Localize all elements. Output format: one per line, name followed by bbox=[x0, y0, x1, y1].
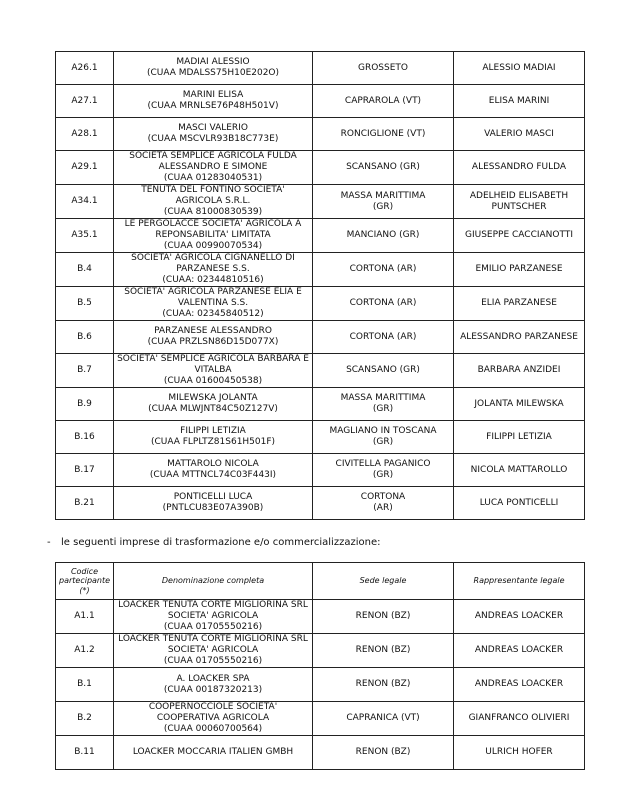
participant-code: B.21 bbox=[74, 497, 95, 508]
legal-representative-cell bbox=[454, 421, 585, 454]
table-row bbox=[56, 354, 585, 388]
company-name: FILIPPI LETIZIA bbox=[180, 426, 246, 436]
participant-code: A1.1 bbox=[74, 611, 95, 621]
company-name: SOCIETA' SEMPLICE AGRICOLA BARBARA E VITALBA bbox=[117, 354, 309, 375]
legal-seat: RENON (BZ) bbox=[355, 645, 411, 655]
participant-code: A35.1 bbox=[71, 230, 98, 240]
legal-seat-province: (GR) bbox=[372, 470, 394, 480]
participant-code: B.16 bbox=[74, 431, 95, 442]
table-row bbox=[56, 421, 585, 454]
company-name: PONTICELLI LUCA bbox=[173, 492, 253, 502]
participant-code-cell bbox=[56, 600, 114, 634]
section-intro-text: le seguenti imprese di trasformazione e/o commercializzazione: bbox=[61, 537, 381, 548]
participant-code: B.17 bbox=[74, 464, 95, 475]
legal-seat-province: (GR) bbox=[372, 201, 394, 212]
legal-representative-cell bbox=[454, 736, 585, 770]
participant-code: B.4 bbox=[77, 264, 92, 274]
legal-seat-province: (GR) bbox=[372, 404, 394, 414]
participants-table-body bbox=[56, 52, 585, 520]
legal-seat-province: (AR) bbox=[373, 503, 393, 513]
legal-seat-cell bbox=[313, 151, 454, 185]
company-name-cell bbox=[114, 185, 313, 219]
table-row bbox=[56, 321, 585, 354]
company-name-cell bbox=[114, 634, 313, 668]
participant-code: A28.1 bbox=[71, 128, 98, 139]
participant-code-cell bbox=[56, 85, 114, 118]
company-cuaa: (CUAA MDALSS75H10E202O) bbox=[146, 68, 280, 78]
company-name: SOCIETA SEMPLICE AGRICOLA FULDA ALESSANDRO E SIMONE bbox=[129, 151, 297, 172]
legal-representative-cell bbox=[454, 454, 585, 487]
participant-code-cell bbox=[56, 52, 114, 85]
participant-code-cell bbox=[56, 287, 114, 321]
company-name: SOCIETA' AGRICOLA CIGNANELLO DI PARZANESE S.S. bbox=[131, 253, 295, 274]
company-name: LOACKER TENUTA CORTE MIGLIORINA SRL SOCIETA' AGRICOLA bbox=[118, 634, 308, 655]
table-row bbox=[56, 118, 585, 151]
legal-representative: FILIPPI LETIZIA bbox=[486, 431, 552, 442]
participant-code-cell bbox=[56, 668, 114, 702]
legal-representative: ELISA MARINI bbox=[488, 95, 550, 106]
table-row bbox=[56, 85, 585, 118]
company-name-cell bbox=[114, 487, 313, 520]
section-intro bbox=[47, 537, 380, 548]
legal-representative: ALESSANDRO PARZANESE bbox=[460, 331, 578, 342]
company-name-cell bbox=[114, 118, 313, 151]
legal-seat: SCANSANO (GR) bbox=[346, 365, 420, 375]
company-cuaa: (CUAA 00187320213) bbox=[163, 684, 263, 695]
legal-representative-cell bbox=[454, 151, 585, 185]
participant-code: B.5 bbox=[77, 298, 92, 308]
legal-representative: GIANFRANCO OLIVIERI bbox=[468, 713, 570, 723]
company-name: A. LOACKER SPA bbox=[176, 673, 250, 684]
company-name: COOPERNOCCIOLE SOCIETA' COOPERATIVA AGRICOLA bbox=[148, 702, 278, 723]
table-row bbox=[56, 253, 585, 287]
company-cuaa: (CUAA: 02344810516) bbox=[162, 275, 264, 285]
table-row bbox=[56, 388, 585, 421]
legal-seat: CORTONA (AR) bbox=[349, 264, 417, 274]
legal-representative-cell bbox=[454, 52, 585, 85]
legal-seat-cell bbox=[313, 634, 454, 668]
company-cuaa: (CUAA 81000830539) bbox=[163, 207, 263, 217]
legal-seat-cell bbox=[313, 736, 454, 770]
company-name: MATTAROLO NICOLA bbox=[167, 459, 259, 469]
legal-representative-cell bbox=[454, 85, 585, 118]
legal-representative-cell bbox=[454, 287, 585, 321]
legal-seat-cell bbox=[313, 702, 454, 736]
company-name: PARZANESE ALESSANDRO bbox=[154, 326, 272, 336]
legal-seat-cell bbox=[313, 118, 454, 151]
legal-representative: GIUSEPPE CACCIANOTTI bbox=[465, 230, 573, 240]
legal-representative-cell bbox=[454, 634, 585, 668]
company-cuaa: (CUAA MSCVLR93B18C773E) bbox=[147, 134, 279, 144]
table-row bbox=[56, 668, 585, 702]
company-name-cell bbox=[114, 668, 313, 702]
company-name: SOCIETA' AGRICOLA PARZANESE ELIA E VALENTINA S.S. bbox=[124, 287, 302, 308]
legal-seat-cell bbox=[313, 253, 454, 287]
legal-representative: ANDREAS LOACKER bbox=[474, 679, 564, 689]
legal-representative-cell bbox=[454, 354, 585, 388]
company-name-cell bbox=[114, 253, 313, 287]
participant-code: B.2 bbox=[77, 713, 92, 723]
table-row bbox=[56, 634, 585, 668]
legal-representative: JOLANTA MILEWSKA bbox=[474, 398, 564, 409]
legal-seat: RENON (BZ) bbox=[355, 611, 411, 621]
company-name-cell bbox=[114, 85, 313, 118]
table-row bbox=[56, 151, 585, 185]
company-cuaa: (CUAA MTTNCL74C03F443I) bbox=[149, 470, 277, 480]
legal-seat: MANCIANO (GR) bbox=[346, 230, 420, 240]
legal-seat-cell bbox=[313, 421, 454, 454]
company-cuaa: (CUAA 01705550216) bbox=[163, 622, 263, 632]
legal-representative-cell bbox=[454, 219, 585, 253]
legal-representative-cell bbox=[454, 702, 585, 736]
company-name-cell bbox=[114, 287, 313, 321]
legal-representative: ANDREAS LOACKER bbox=[474, 645, 564, 655]
legal-seat-cell bbox=[313, 52, 454, 85]
legal-seat-cell bbox=[313, 388, 454, 421]
legal-representative-cell bbox=[454, 388, 585, 421]
table-row bbox=[56, 219, 585, 253]
table-row bbox=[56, 454, 585, 487]
legal-seat-cell bbox=[313, 287, 454, 321]
company-cuaa: (CUAA 01705550216) bbox=[163, 656, 263, 666]
legal-seat: MASSA MARITTIMA bbox=[340, 393, 426, 403]
table-row bbox=[56, 52, 585, 85]
legal-seat: CAPRAROLA (VT) bbox=[344, 95, 422, 106]
legal-representative-cell bbox=[454, 321, 585, 354]
legal-representative: EMILIO PARZANESE bbox=[475, 264, 563, 274]
company-name-cell bbox=[114, 219, 313, 253]
legal-seat-cell bbox=[313, 454, 454, 487]
legal-representative: ALESSIO MADIAI bbox=[482, 62, 556, 73]
legal-representative: VALERIO MASCI bbox=[484, 128, 554, 139]
company-cuaa: (CUAA 01283040531) bbox=[163, 173, 263, 183]
table-row bbox=[56, 736, 585, 770]
participant-code-cell bbox=[56, 634, 114, 668]
company-name-cell bbox=[114, 600, 313, 634]
company-name: MILEWSKA JOLANTA bbox=[168, 393, 258, 403]
participant-code-cell bbox=[56, 388, 114, 421]
legal-representative-cell bbox=[454, 487, 585, 520]
legal-representative-cell bbox=[454, 118, 585, 151]
participant-code-cell bbox=[56, 253, 114, 287]
participant-code: B.6 bbox=[77, 331, 92, 342]
legal-seat-cell bbox=[313, 354, 454, 388]
company-cuaa: (CUAA MLWJNT84C50Z127V) bbox=[148, 404, 278, 414]
participant-code: B.7 bbox=[77, 365, 92, 375]
bullet-dash: - bbox=[47, 537, 51, 548]
legal-seat: CAPRANICA (VT) bbox=[346, 713, 420, 723]
legal-seat: MAGLIANO IN TOSCANA bbox=[329, 426, 437, 436]
legal-seat-cell bbox=[313, 321, 454, 354]
participant-code-cell bbox=[56, 487, 114, 520]
legal-seat: RONCIGLIONE (VT) bbox=[340, 128, 426, 139]
legal-seat: CORTONA bbox=[360, 492, 406, 502]
participant-code-cell bbox=[56, 185, 114, 219]
legal-seat-cell bbox=[313, 487, 454, 520]
legal-seat: CIVITELLA PAGANICO bbox=[335, 459, 431, 469]
company-name: MADIAI ALESSIO bbox=[176, 57, 250, 67]
header-code: Codice partecipante (*) bbox=[56, 563, 114, 600]
legal-seat-province: (GR) bbox=[372, 437, 394, 447]
company-name: TENUTA DEL FONTINO SOCIETA' AGRICOLA S.R.L. bbox=[141, 185, 285, 206]
company-name-cell bbox=[114, 702, 313, 736]
company-cuaa: (CUAA PRZLSN86D15D077X) bbox=[147, 337, 279, 347]
legal-seat-cell bbox=[313, 600, 454, 634]
legal-representative: BARBARA ANZIDEI bbox=[477, 365, 561, 375]
company-name-cell bbox=[114, 52, 313, 85]
legal-representative-cell bbox=[454, 253, 585, 287]
table-row bbox=[56, 600, 585, 634]
company-name: MASCI VALERIO bbox=[178, 123, 248, 133]
participant-code-cell bbox=[56, 219, 114, 253]
company-name: LE PERGOLACCE SOCIETA' AGRICOLA A REPONSABILITA' LIMITATA bbox=[124, 219, 302, 240]
legal-seat: MASSA MARITTIMA bbox=[340, 190, 426, 201]
legal-representative-cell bbox=[454, 600, 585, 634]
participant-code: A29.1 bbox=[71, 162, 98, 172]
company-name-cell bbox=[114, 388, 313, 421]
legal-representative: ANDREAS LOACKER bbox=[474, 611, 564, 621]
participant-code: A27.1 bbox=[71, 95, 98, 106]
legal-seat: RENON (BZ) bbox=[355, 747, 411, 757]
company-cuaa: (PNTLCU83E07A390B) bbox=[162, 503, 264, 513]
company-name-cell bbox=[114, 321, 313, 354]
table-row bbox=[56, 487, 585, 520]
legal-seat: SCANSANO (GR) bbox=[346, 162, 420, 172]
legal-representative: NICOLA MATTAROLLO bbox=[470, 464, 568, 475]
legal-seat-cell bbox=[313, 219, 454, 253]
company-cuaa: (CUAA: 02345840512) bbox=[162, 309, 264, 319]
participant-code: A34.1 bbox=[71, 196, 98, 206]
legal-seat-cell bbox=[313, 85, 454, 118]
legal-representative-cell bbox=[454, 185, 585, 219]
table-header-row bbox=[56, 563, 585, 600]
legal-representative: ULRICH HOFER bbox=[485, 747, 553, 757]
participant-code: A1.2 bbox=[74, 645, 95, 655]
participant-code-cell bbox=[56, 151, 114, 185]
legal-seat: CORTONA (AR) bbox=[349, 298, 417, 308]
header-name: Denominazione completa bbox=[114, 563, 313, 600]
participants-table-processing bbox=[55, 562, 585, 770]
legal-representative: ADELHEID ELISABETH PUNTSCHER bbox=[469, 190, 569, 212]
participant-code-cell bbox=[56, 321, 114, 354]
legal-seat: GROSSETO bbox=[357, 62, 408, 73]
header-rep: Rappresentante legale bbox=[454, 563, 585, 600]
legal-representative: ALESSANDRO FULDA bbox=[471, 162, 567, 172]
legal-seat: CORTONA (AR) bbox=[349, 331, 417, 342]
table-row bbox=[56, 185, 585, 219]
company-name: LOACKER TENUTA CORTE MIGLIORINA SRL SOCIETA' AGRICOLA bbox=[118, 600, 308, 621]
participant-code: B.11 bbox=[74, 747, 95, 757]
company-name-cell bbox=[114, 151, 313, 185]
company-cuaa: (CUAA 01600450538) bbox=[163, 376, 263, 386]
company-cuaa: (CUAA 00990070534) bbox=[163, 241, 263, 251]
legal-seat-cell bbox=[313, 185, 454, 219]
company-cuaa: (CUAA MRNLSE76P48H501V) bbox=[147, 101, 279, 111]
participant-code: B.9 bbox=[77, 398, 92, 409]
company-name: LOACKER MOCCARIA ITALIEN GMBH bbox=[132, 747, 294, 757]
legal-seat: RENON (BZ) bbox=[355, 679, 411, 689]
company-name-cell bbox=[114, 454, 313, 487]
company-cuaa: (CUAA 00060700564) bbox=[163, 724, 263, 734]
participant-code: B.1 bbox=[77, 679, 92, 689]
company-cuaa: (CUAA FLPLTZ81S61H501F) bbox=[150, 437, 276, 447]
participant-code-cell bbox=[56, 454, 114, 487]
participants-table-agricultural bbox=[55, 51, 585, 520]
table-row bbox=[56, 702, 585, 736]
participant-code-cell bbox=[56, 118, 114, 151]
participant-code: A26.1 bbox=[71, 62, 98, 73]
header-seat: Sede legale bbox=[313, 563, 454, 600]
company-name-cell bbox=[114, 736, 313, 770]
participant-code-cell bbox=[56, 421, 114, 454]
participant-code-cell bbox=[56, 736, 114, 770]
legal-representative: LUCA PONTICELLI bbox=[479, 497, 559, 508]
table-row bbox=[56, 287, 585, 321]
company-name-cell bbox=[114, 421, 313, 454]
company-name: MARINI ELISA bbox=[182, 90, 244, 100]
legal-representative: ELIA PARZANESE bbox=[481, 298, 557, 308]
participant-code-cell bbox=[56, 354, 114, 388]
company-name-cell bbox=[114, 354, 313, 388]
processing-table-body bbox=[56, 600, 585, 770]
participant-code-cell bbox=[56, 702, 114, 736]
legal-seat-cell bbox=[313, 668, 454, 702]
legal-representative-cell bbox=[454, 668, 585, 702]
